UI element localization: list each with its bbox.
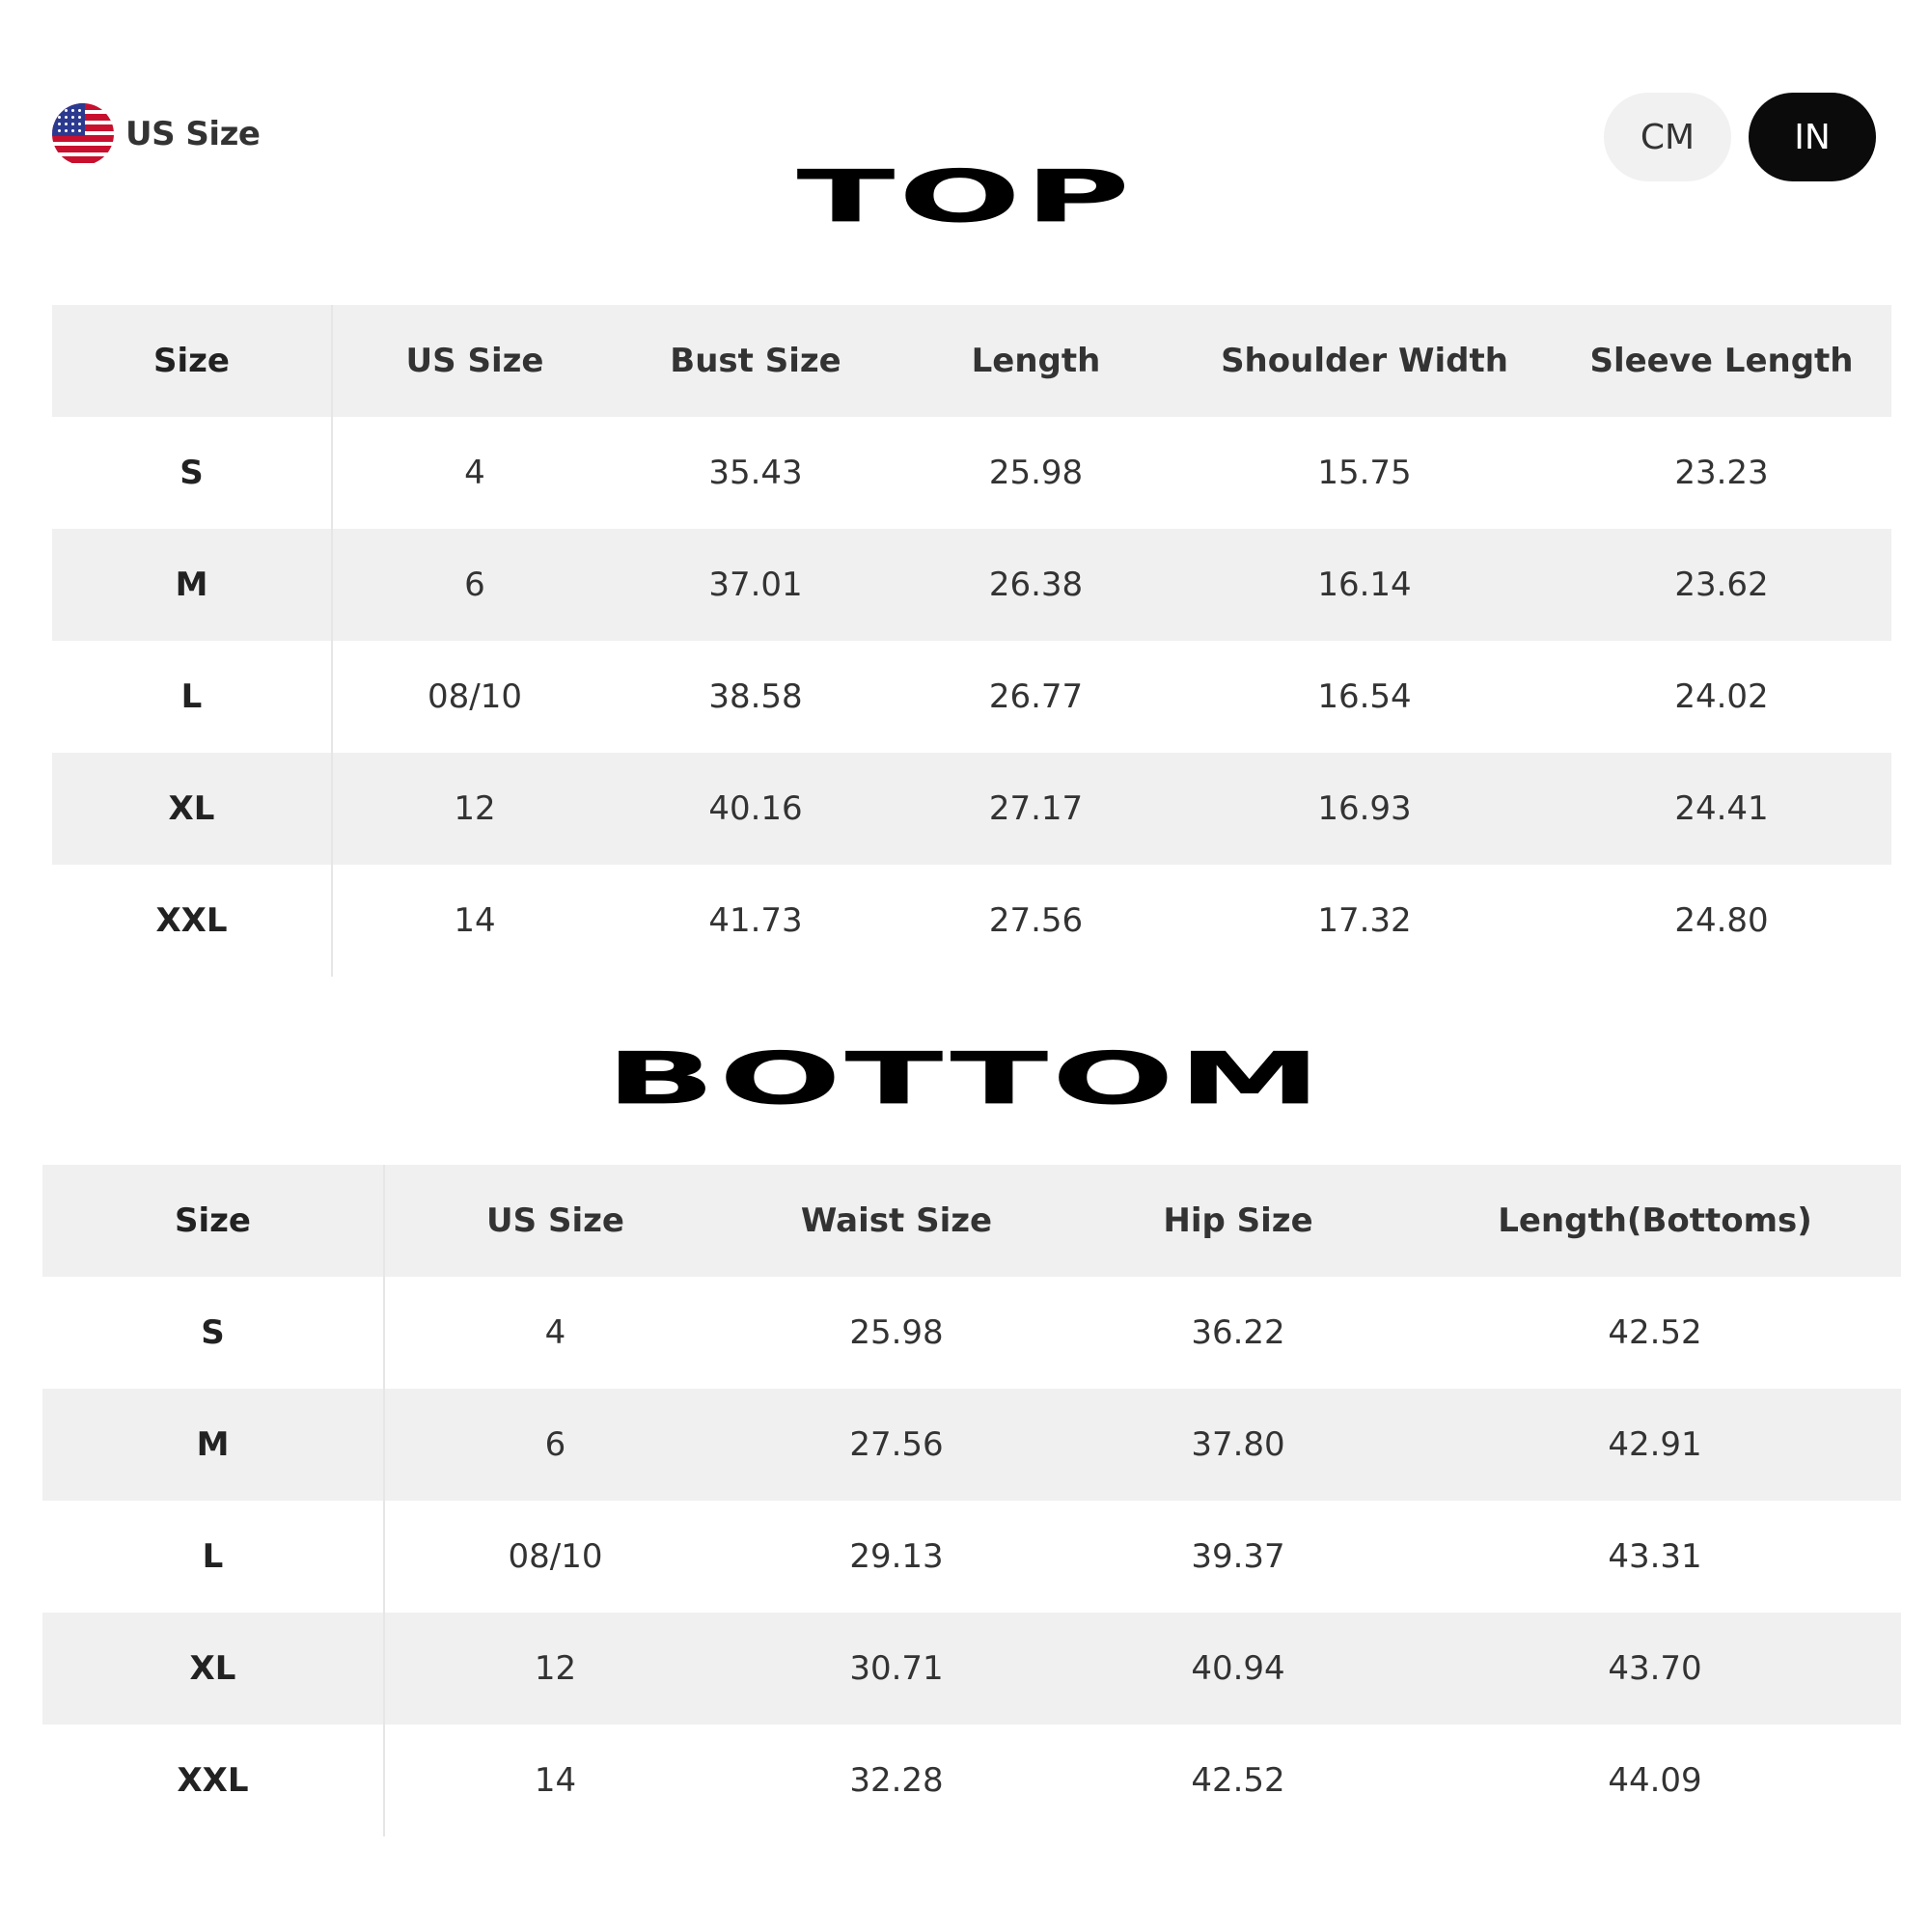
column-header: Size <box>52 305 332 417</box>
table-cell: 41.73 <box>708 901 803 940</box>
table-cell: 4 <box>544 1313 566 1352</box>
table-cell: 6 <box>332 529 617 641</box>
table-row <box>52 753 1891 865</box>
table-cell: 40.94 <box>1067 1613 1409 1725</box>
table-cell: 25.98 <box>988 454 1084 492</box>
table-row <box>52 529 1891 641</box>
table-cell: 43.70 <box>1409 1613 1901 1725</box>
table-cell: 32.28 <box>849 1761 944 1800</box>
column-header: Sleeve Length <box>1552 305 1891 417</box>
size-cell: S <box>42 1277 384 1389</box>
column-header: Size <box>42 1165 384 1277</box>
table-cell: 42.52 <box>1191 1761 1285 1800</box>
table-row <box>42 1725 1901 1836</box>
table-cell: 27.56 <box>988 901 1084 940</box>
column-header: Length <box>895 305 1177 417</box>
table-row <box>42 1501 1901 1613</box>
table-cell: 43.31 <box>1608 1537 1702 1576</box>
column-header: Shoulder Width <box>1177 305 1552 417</box>
table-cell: 15.75 <box>1317 454 1412 492</box>
table-cell: 6 <box>384 1389 726 1501</box>
table-cell: 37.80 <box>1067 1389 1409 1501</box>
size-cell: S <box>52 417 332 529</box>
column-header: Bust Size <box>617 305 895 417</box>
unit-in-button[interactable]: IN <box>1749 93 1876 181</box>
unit-cm-button[interactable]: CM <box>1604 93 1731 181</box>
table-cell: 12 <box>384 1613 726 1725</box>
top-size-table <box>52 305 1891 977</box>
table-cell: 23.62 <box>1552 529 1891 641</box>
table-cell: 17.32 <box>1317 901 1412 940</box>
table-cell: 29.13 <box>849 1537 944 1576</box>
table-header-row <box>42 1165 1901 1277</box>
top-section-title: TOP <box>796 153 1134 239</box>
table-cell: 42.52 <box>1608 1313 1702 1352</box>
table-row <box>42 1389 1901 1501</box>
size-cell: XXL <box>52 865 332 977</box>
table-cell: 25.98 <box>849 1313 944 1352</box>
table-cell: 08/10 <box>508 1537 603 1576</box>
table-row <box>52 417 1891 529</box>
size-cell: L <box>52 641 332 753</box>
table-cell: 24.41 <box>1552 753 1891 865</box>
table-cell: 38.58 <box>708 677 803 716</box>
table-header-row <box>52 305 1891 417</box>
column-header: Waist Size <box>726 1165 1067 1277</box>
column-header: US Size <box>384 1165 726 1277</box>
us-size-label: US Size <box>125 115 261 153</box>
table-cell: 16.54 <box>1317 677 1412 716</box>
size-cell: XL <box>52 753 332 865</box>
size-cell: M <box>52 529 332 641</box>
table-row <box>52 865 1891 977</box>
size-cell: XL <box>42 1613 384 1725</box>
column-header: Length(Bottoms) <box>1409 1165 1901 1277</box>
bottom-section-title: BOTTOM <box>605 1035 1325 1121</box>
table-cell: 16.93 <box>1177 753 1552 865</box>
table-cell: 39.37 <box>1191 1537 1285 1576</box>
table-cell: 23.23 <box>1674 454 1769 492</box>
table-cell: 30.71 <box>726 1613 1067 1725</box>
table-cell: 40.16 <box>617 753 895 865</box>
table-cell: 44.09 <box>1608 1761 1702 1800</box>
table-cell: 4 <box>464 454 485 492</box>
table-cell: 16.14 <box>1177 529 1552 641</box>
table-cell: 27.17 <box>895 753 1177 865</box>
size-cell: XXL <box>42 1725 384 1836</box>
table-row <box>42 1613 1901 1725</box>
table-row <box>42 1277 1901 1389</box>
table-cell: 37.01 <box>617 529 895 641</box>
table-cell: 08/10 <box>427 677 522 716</box>
size-cell: M <box>42 1389 384 1501</box>
bottom-size-table <box>42 1165 1902 1836</box>
table-cell: 42.91 <box>1409 1389 1901 1501</box>
table-cell: 36.22 <box>1191 1313 1285 1352</box>
table-cell: 27.56 <box>726 1389 1067 1501</box>
table-cell: 24.80 <box>1674 901 1769 940</box>
table-cell: 24.02 <box>1674 677 1769 716</box>
table-cell: 26.77 <box>988 677 1084 716</box>
table-cell: 14 <box>454 901 496 940</box>
table-row <box>52 641 1891 753</box>
table-cell: 14 <box>534 1761 577 1800</box>
table-cell: 12 <box>332 753 617 865</box>
column-header: Hip Size <box>1067 1165 1409 1277</box>
table-cell: 35.43 <box>708 454 803 492</box>
column-header: US Size <box>332 305 617 417</box>
table-cell: 26.38 <box>895 529 1177 641</box>
size-cell: L <box>42 1501 384 1613</box>
